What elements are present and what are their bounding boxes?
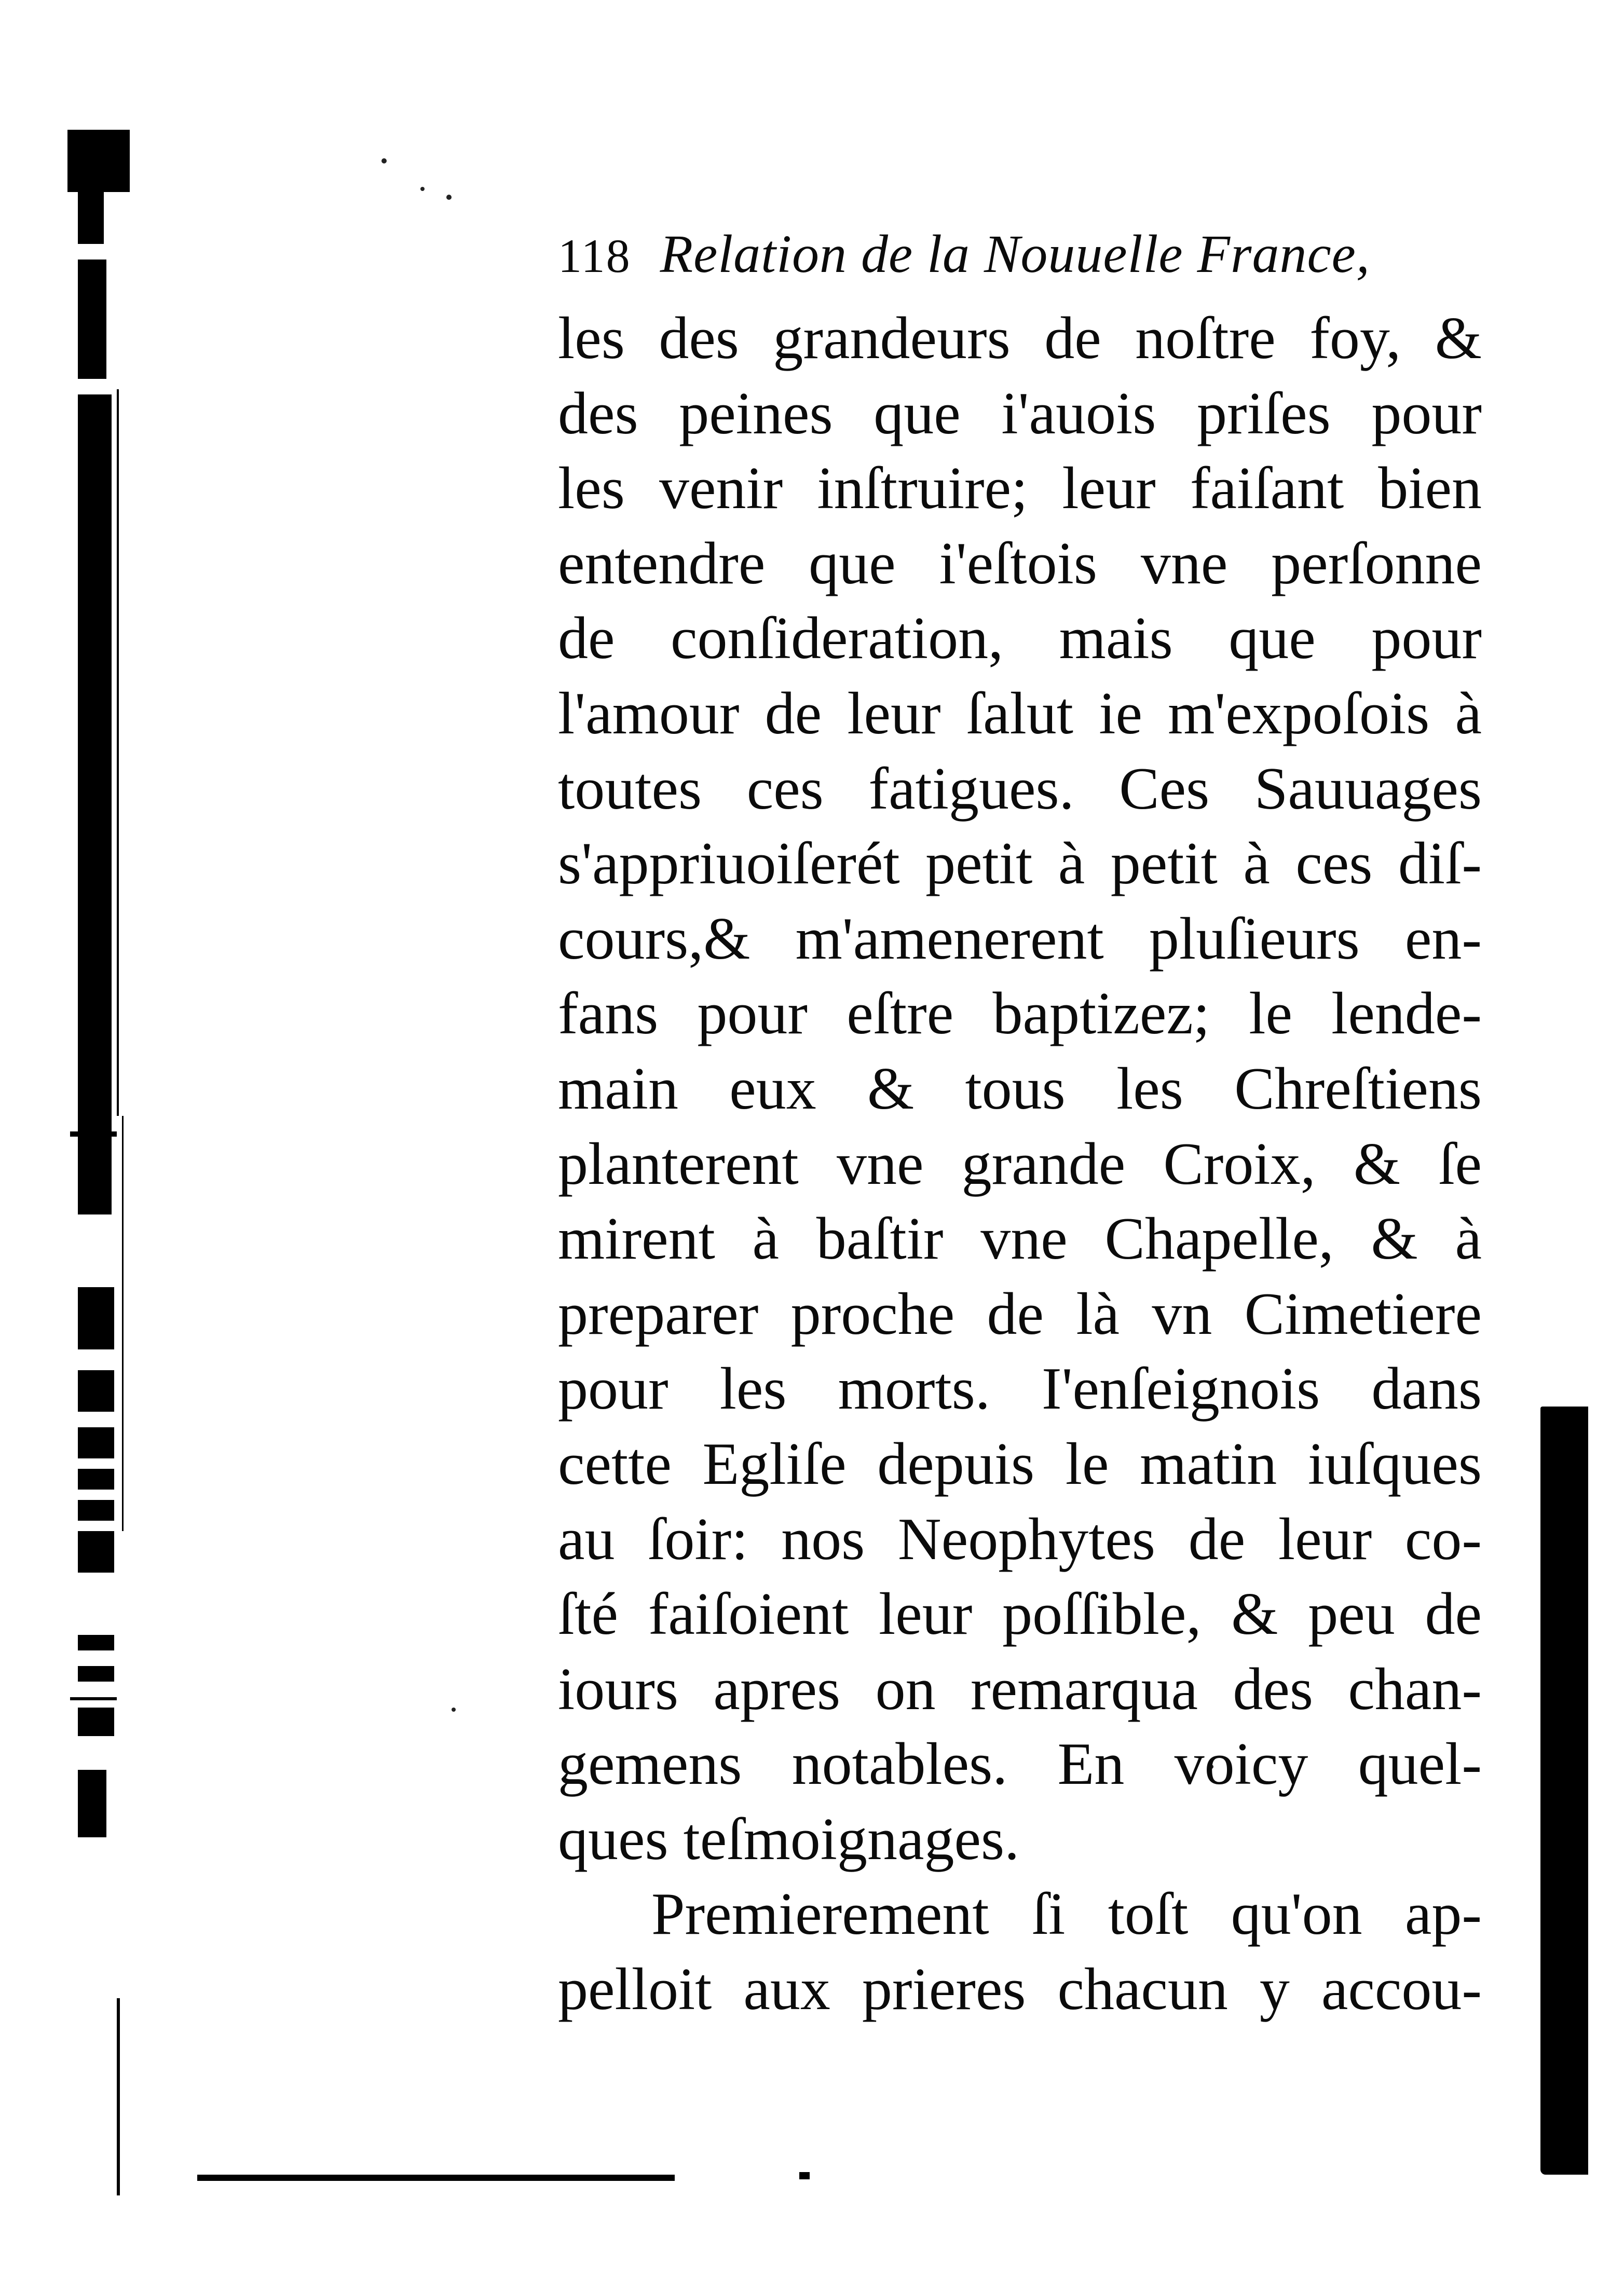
text-line: les des grandeurs de noſtre foy, & bbox=[558, 305, 1482, 372]
text-line: des peines que i'auois priſes pour bbox=[558, 380, 1482, 447]
text-line: pour les morts. I'enſeignois dans bbox=[558, 1356, 1482, 1423]
text-line: au ſoir: nos Neophytes de leur co- bbox=[558, 1506, 1482, 1573]
text-line: l'amour de leur ſalut ie m'expoſois à bbox=[558, 680, 1482, 747]
text-block bbox=[558, 223, 1482, 2027]
running-head bbox=[558, 223, 1482, 301]
text-line: de conſideration, mais que pour bbox=[558, 605, 1482, 672]
text-line: planterent vne grande Croix, & ſe bbox=[558, 1130, 1482, 1197]
text-line: ſté faiſoient leur poſſible, & peu de bbox=[558, 1581, 1482, 1648]
text-line: s'appriuoiſerét petit à petit à ces diſ- bbox=[558, 830, 1482, 897]
text-line: les venir inſtruire; leur faiſant bien bbox=[558, 455, 1482, 522]
text-line: preparer proche de là vn Cimetiere bbox=[558, 1280, 1482, 1347]
page-number: 118 bbox=[558, 229, 631, 282]
running-title: Relation de la Nouuelle France, bbox=[660, 224, 1370, 284]
text-line: pelloit aux prieres chacun y accou- bbox=[558, 1956, 1482, 2023]
text-line-paragraph-start: Premierement ſi toſt qu'on ap- bbox=[651, 1881, 1482, 1948]
right-binding-edge bbox=[1540, 1407, 1588, 2175]
left-binding-edge bbox=[67, 130, 130, 2195]
text-line: mirent à baſtir vne Chapelle, & à bbox=[558, 1206, 1482, 1273]
bottom-edge-mark bbox=[799, 2172, 810, 2179]
text-line: fans pour eſtre baptizez; le lende- bbox=[558, 980, 1482, 1047]
text-line: entendre que i'eſtois vne perſonne bbox=[558, 530, 1482, 597]
text-line: cette Egliſe depuis le matin iuſques bbox=[558, 1430, 1482, 1497]
text-line-paragraph-end: ques teſmoignages. bbox=[558, 1806, 1020, 1873]
text-line: gemens notables. En voicy quel- bbox=[558, 1731, 1482, 1798]
text-line: main eux & tous les Chreſtiens bbox=[558, 1055, 1482, 1122]
text-line: toutes ces fatigues. Ces Sauuages bbox=[558, 755, 1482, 822]
text-line: cours,& m'amenerent pluſieurs en- bbox=[558, 905, 1482, 972]
bottom-edge-rule bbox=[197, 2175, 675, 2181]
text-line: iours apres on remarqua des chan- bbox=[558, 1656, 1482, 1723]
